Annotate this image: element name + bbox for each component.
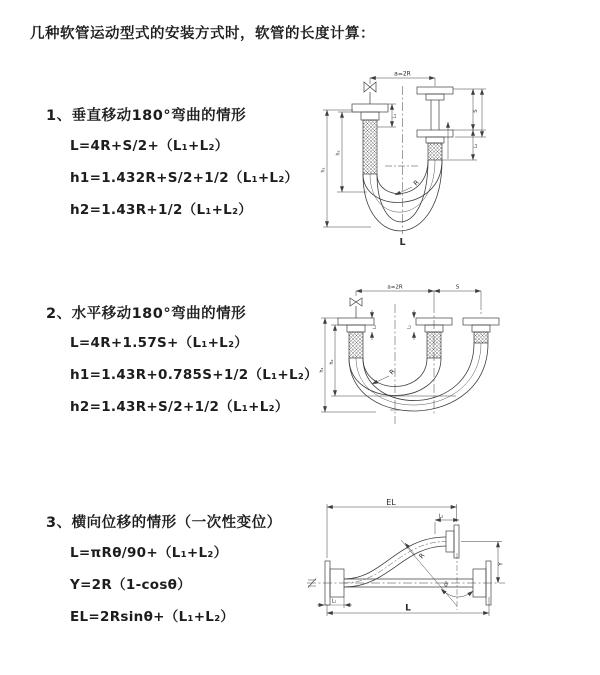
formula-line: L=4R+S/2+（L₁+L₂）	[70, 138, 229, 154]
dim-label-offset: Y	[497, 562, 505, 566]
braided-hose-section	[349, 332, 363, 358]
braided-hose-section	[428, 143, 442, 160]
formula-line: EL=2Rsinθ+（L₁+L₂）	[70, 609, 235, 625]
dim-extension	[327, 504, 457, 561]
formula-line: L=πRθ/90+（L₁+L₂）	[70, 545, 228, 561]
braided-hose-section	[363, 120, 377, 174]
dim-travel-and-right-fitting	[442, 89, 486, 160]
right-pipe-fitting	[417, 87, 453, 160]
dim-label-length: L	[399, 237, 406, 248]
dim-label-left-fitting: L₁	[372, 325, 377, 329]
page-title: 几种软管运动型式的安装方式时，软管的长度计算：	[30, 26, 375, 42]
dim-label-radius: R	[411, 178, 421, 188]
dim-label-travel: S	[473, 109, 479, 113]
formula-line: h1=1.43R+0.785S+1/2（L₁+L₂）	[70, 367, 318, 383]
right-pipe-fitting	[463, 318, 499, 343]
dim-span-travel	[356, 291, 481, 304]
valve-icon	[350, 298, 362, 318]
braided-hose-section	[474, 332, 488, 343]
dim-label-right-fitting: L₂	[406, 325, 412, 329]
dim-label-radius: R	[387, 367, 397, 377]
dim-label-height1: h₁	[319, 367, 325, 373]
dim-offset	[461, 542, 502, 584]
radius-leader	[372, 376, 389, 384]
diagram-vertical-180-bend	[315, 64, 515, 250]
dim-label-angle: θ	[444, 581, 448, 589]
dim-label-height1: h₁	[320, 167, 327, 173]
hose-curves	[349, 343, 488, 411]
radius-leader	[395, 187, 412, 195]
dim-label-extension: EL	[386, 498, 396, 507]
section-1-heading: 1、垂直移动180°弯曲的情形	[46, 108, 247, 124]
dim-label-left-fitting: L₁	[331, 598, 337, 605]
dim-label-length: L	[405, 603, 411, 614]
formula-line: L=4R+1.57S+（L₁+L₂）	[70, 335, 249, 351]
formula-line: h2=1.43R+S/2+1/2（L₁+L₂）	[70, 399, 289, 415]
dim-label-height2: h₂	[329, 359, 335, 365]
dim-span	[370, 78, 435, 86]
braided-hose-section	[427, 332, 441, 358]
dim-label-height2: h₂	[335, 150, 342, 156]
dim-label-right-fitting: L₂	[438, 513, 444, 520]
diagram-lateral-displacement	[305, 498, 515, 628]
diagram-horizontal-180-bend	[318, 276, 533, 434]
valve-icon	[364, 82, 376, 104]
radius-construction	[401, 540, 457, 610]
formula-line: Y=2R（1-cosθ）	[70, 577, 192, 593]
formula-line: h2=1.43R+1/2（L₁+L₂）	[70, 202, 253, 218]
dim-label-radius: R	[417, 551, 427, 561]
dim-label-span: a=2R	[387, 284, 403, 291]
formula-line: h1=1.432R+S/2+1/2（L₁+L₂）	[70, 170, 299, 186]
dim-label-right-fitting: L₂	[474, 143, 479, 149]
section-2-heading: 2、水平移动180°弯曲的情形	[46, 306, 247, 322]
left-pipe-fitting	[352, 104, 388, 174]
dim-label-travel: S	[455, 284, 460, 291]
left-pipe-fitting	[338, 318, 374, 358]
dim-right-fitting	[435, 520, 459, 534]
dim-label-left-fitting: L₁	[393, 113, 398, 119]
dim-label-span: a=2R	[394, 70, 411, 78]
displaced-hose-curve	[344, 537, 446, 587]
section-3-heading: 3、横向位移的情形（一次性变位）	[46, 515, 282, 531]
